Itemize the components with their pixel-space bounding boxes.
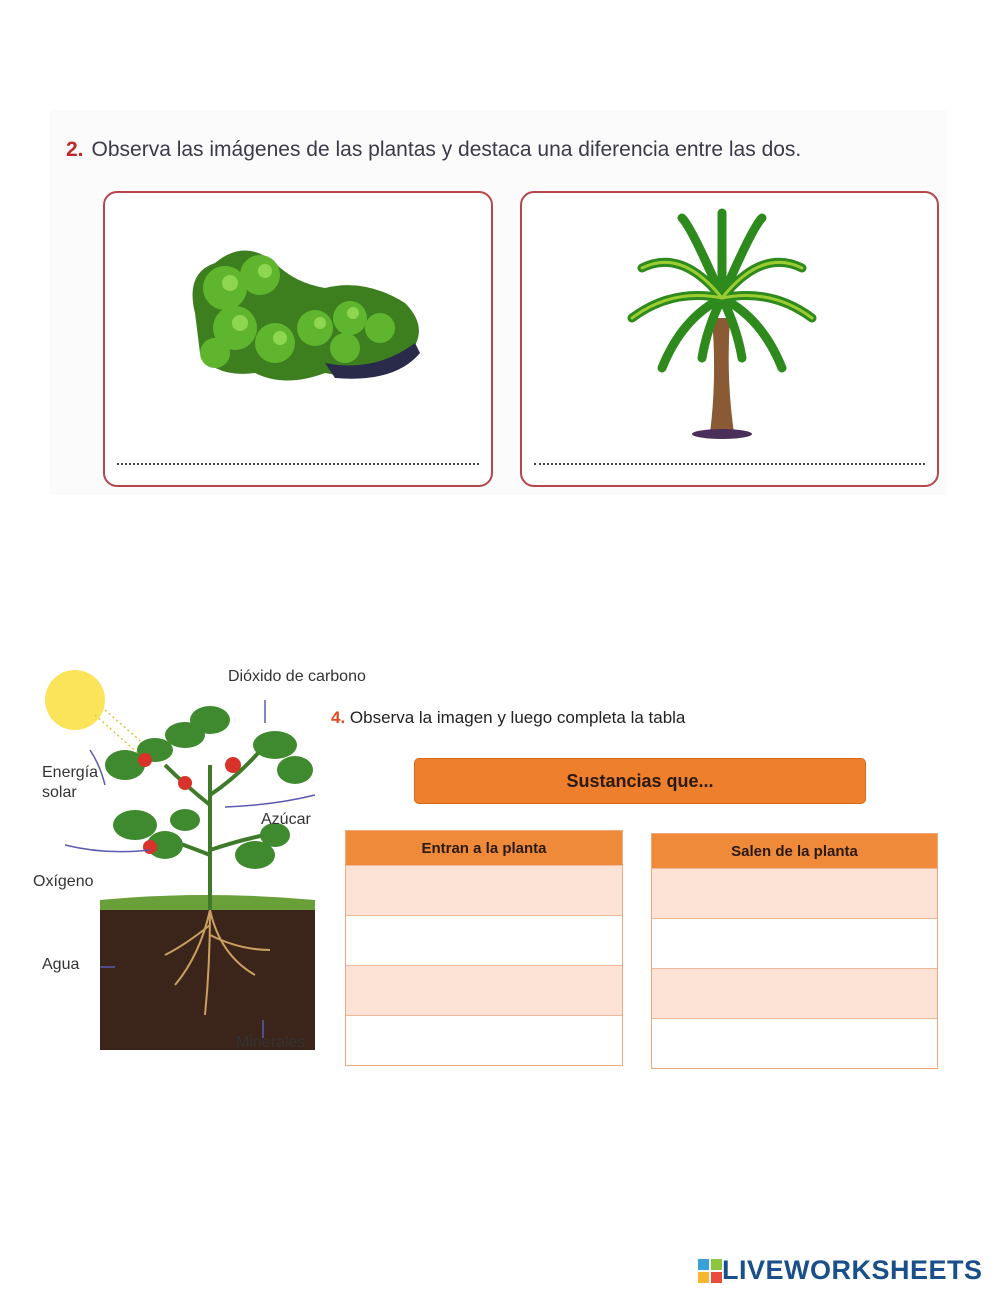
entering-answer-cell[interactable]: [346, 915, 622, 965]
entering-answer-cell[interactable]: [346, 865, 622, 915]
table-entering-header: Entran a la planta: [346, 831, 622, 865]
answer-line-left[interactable]: [117, 463, 479, 465]
leaving-answer-cell[interactable]: [652, 1018, 937, 1068]
label-co2: Dióxido de carbono: [228, 668, 366, 685]
question-4-text: Observa la imagen y luego completa la tabla: [349, 708, 686, 727]
palm-picture-box: [520, 191, 939, 487]
label-solar-energy: Energía solar: [42, 764, 99, 801]
brand-name: LIVEWORKSHEETS: [722, 1255, 983, 1285]
moss-picture-box: [103, 191, 493, 487]
substances-header: Sustancias que...: [414, 758, 866, 804]
plant-diagram-icon: [25, 655, 325, 1070]
label-water: Agua: [42, 956, 80, 973]
label-minerals: Minerales: [236, 1034, 306, 1051]
leaving-answer-cell[interactable]: [652, 918, 937, 968]
table-entering: [345, 830, 623, 1066]
leaving-answer-cell[interactable]: [652, 968, 937, 1018]
liveworksheets-logo[interactable]: [698, 1255, 983, 1286]
question-2-number: 2.: [66, 138, 84, 161]
table-leaving: [651, 833, 938, 1069]
entering-answer-cell[interactable]: [346, 965, 622, 1015]
liveworksheets-blocks-icon: [698, 1259, 722, 1283]
label-oxygen: Oxígeno: [33, 873, 94, 890]
label-sugar: Azúcar: [261, 811, 311, 828]
question-4-number: 4.: [331, 708, 346, 727]
palm-tree-icon: [622, 208, 822, 443]
question-2-text: Observa las imágenes de las plantas y destaca una diferencia entre las dos.: [91, 138, 802, 161]
moss-plant-icon: [175, 233, 435, 393]
question-2-title: [66, 138, 801, 162]
answer-line-right[interactable]: [534, 463, 925, 465]
entering-answer-cell[interactable]: [346, 1015, 622, 1065]
question-4-title: [331, 708, 685, 728]
table-leaving-header: Salen de la planta: [652, 834, 937, 868]
photosynthesis-diagram: [25, 655, 366, 1070]
leaving-answer-cell[interactable]: [652, 868, 937, 918]
